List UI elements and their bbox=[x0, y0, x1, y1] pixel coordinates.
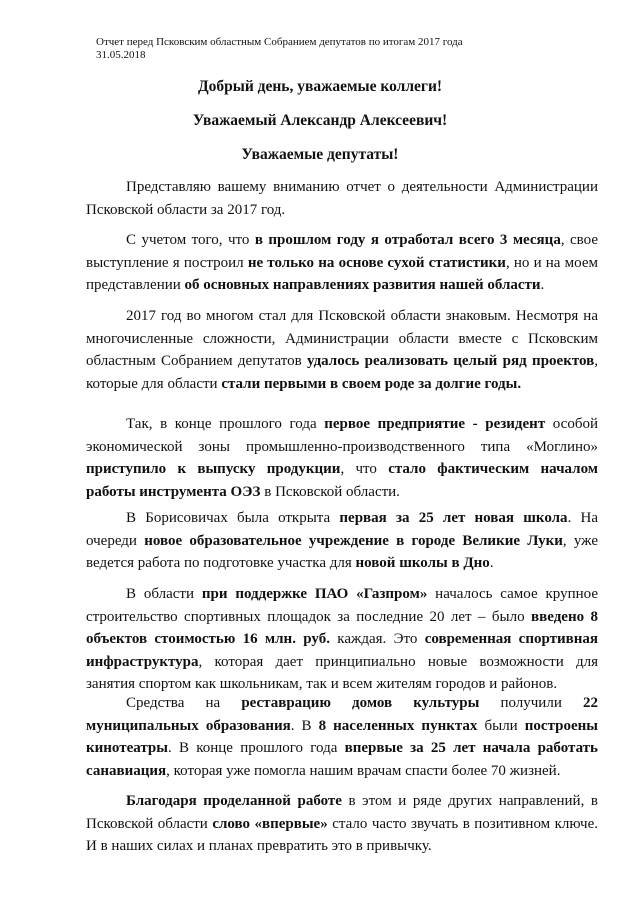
document-header bbox=[96, 36, 463, 62]
bold-text-run: слово «впервые» bbox=[212, 815, 328, 832]
bold-text-run: первое предприятие - резидент bbox=[324, 416, 546, 432]
text-run: Так, в конце прошлого года bbox=[126, 416, 325, 432]
greeting-colleagues: Добрый день, уважаемые коллеги! bbox=[197, 78, 443, 95]
bold-text-run: в прошлом году я отработал всего 3 месяца bbox=[254, 232, 561, 248]
bold-text-run: удалось реализовать целый ряд проектов bbox=[307, 353, 595, 369]
text-run: . bbox=[540, 277, 545, 293]
greeting-deputies: Уважаемые депутаты! bbox=[241, 146, 399, 163]
text-run: В Борисовичах была открыта bbox=[126, 510, 340, 526]
bold-text-run: современная спортивная инфраструктура bbox=[86, 631, 598, 670]
paragraph-culture-healthcare bbox=[86, 692, 598, 782]
greeting-chairman: Уважаемый Александр Алексеевич! bbox=[192, 112, 448, 129]
bold-text-run: при поддержке ПАО «Газпром» bbox=[201, 586, 428, 602]
bold-text-run: стало фактическим началом работы инструмента ОЭЗ bbox=[86, 461, 599, 500]
text-run: . В bbox=[290, 717, 319, 734]
bold-text-run: построены кинотеатры bbox=[86, 717, 598, 756]
bold-text-run: новой школы в Дно bbox=[355, 555, 490, 571]
bold-text-run: приступило к выпуску продукции bbox=[86, 461, 341, 477]
text-run: , которые для области bbox=[86, 353, 598, 392]
header-date: 31.05.2018 bbox=[96, 49, 146, 61]
text-run: в Псковской области. bbox=[260, 483, 400, 500]
text-run: , что bbox=[340, 461, 389, 477]
text-run: Представляю вашему вниманию отчет о деятельности Администрации Псковской области за 2017 год. bbox=[86, 179, 598, 218]
bold-text-run: первая за 25 лет новая школа bbox=[339, 510, 568, 526]
text-run: стало часто звучать в позитивном ключе. И в наших силах и планах превратить это в привычку. bbox=[86, 815, 598, 854]
text-run: С учетом того, что bbox=[126, 232, 255, 248]
text-run: каждая. Это bbox=[329, 631, 425, 647]
paragraph-intro bbox=[86, 176, 598, 221]
paragraph-conclusion bbox=[86, 790, 598, 858]
text-run: . bbox=[489, 555, 494, 571]
bold-text-run: не только на основе сухой статистики bbox=[247, 254, 506, 271]
paragraph-special-economic-zone bbox=[86, 413, 598, 503]
bold-text-run: об основных направлениях развития нашей области bbox=[184, 277, 541, 293]
text-run: получили bbox=[479, 695, 583, 711]
bold-text-run: 22 муниципальных образования bbox=[86, 695, 598, 734]
paragraph-schools bbox=[86, 507, 598, 575]
text-run: 2017 год во многом стал для Псковской области знаковым. Несмотря на многочисленные сложности, Администрации области вместе с Псковским областным Собранием депутатов bbox=[86, 308, 598, 369]
bold-text-run: Благодаря проделанной работе bbox=[126, 793, 342, 809]
text-run: , уже ведется работа по подготовке участка для bbox=[86, 532, 598, 571]
text-run: , свое выступление я построил bbox=[86, 232, 598, 271]
text-run: . В конце прошлого года bbox=[167, 740, 345, 756]
text-run: Средства на bbox=[126, 695, 242, 711]
text-run: началось самое крупное строительство спортивных площадок за последние 20 лет – было bbox=[86, 586, 598, 625]
text-run: . На очереди bbox=[86, 510, 599, 549]
paragraph-landmark-year bbox=[86, 305, 598, 395]
bold-text-run: новое образовательное учреждение в городе Великие Луки bbox=[144, 532, 563, 549]
bold-text-run: реставрацию домов культуры bbox=[241, 695, 480, 711]
text-run: особой экономической зоны промышленно-производственного типа «Моглино» bbox=[86, 416, 598, 455]
bold-text-run: 8 населенных пунктах bbox=[318, 717, 478, 734]
paragraph-approach bbox=[86, 229, 598, 297]
bold-text-run: введено 8 объектов стоимостью 16 млн. руб. bbox=[86, 608, 598, 647]
paragraph-sports bbox=[86, 583, 598, 696]
header-title: Отчет перед Псковским областным Собранием депутатов по итогам 2017 года bbox=[96, 36, 463, 48]
text-run: в этом и ряде других направлений, в Псковской области bbox=[86, 793, 598, 832]
text-run: , но и на моем представлении bbox=[86, 254, 598, 293]
bold-text-run: стали первыми в своем роде за долгие годы. bbox=[221, 375, 522, 392]
text-run: В области bbox=[126, 586, 202, 602]
text-run: , которая уже помогла нашим врачам спасти более 70 жизней. bbox=[166, 762, 561, 779]
text-run: , которая дает принципиально новые возможности для занятия спортом как школьникам, так и всем жителям городов и районов. bbox=[86, 653, 598, 692]
text-run: были bbox=[477, 717, 525, 734]
bold-text-run: впервые за 25 лет начала работать санавиация bbox=[86, 740, 598, 779]
